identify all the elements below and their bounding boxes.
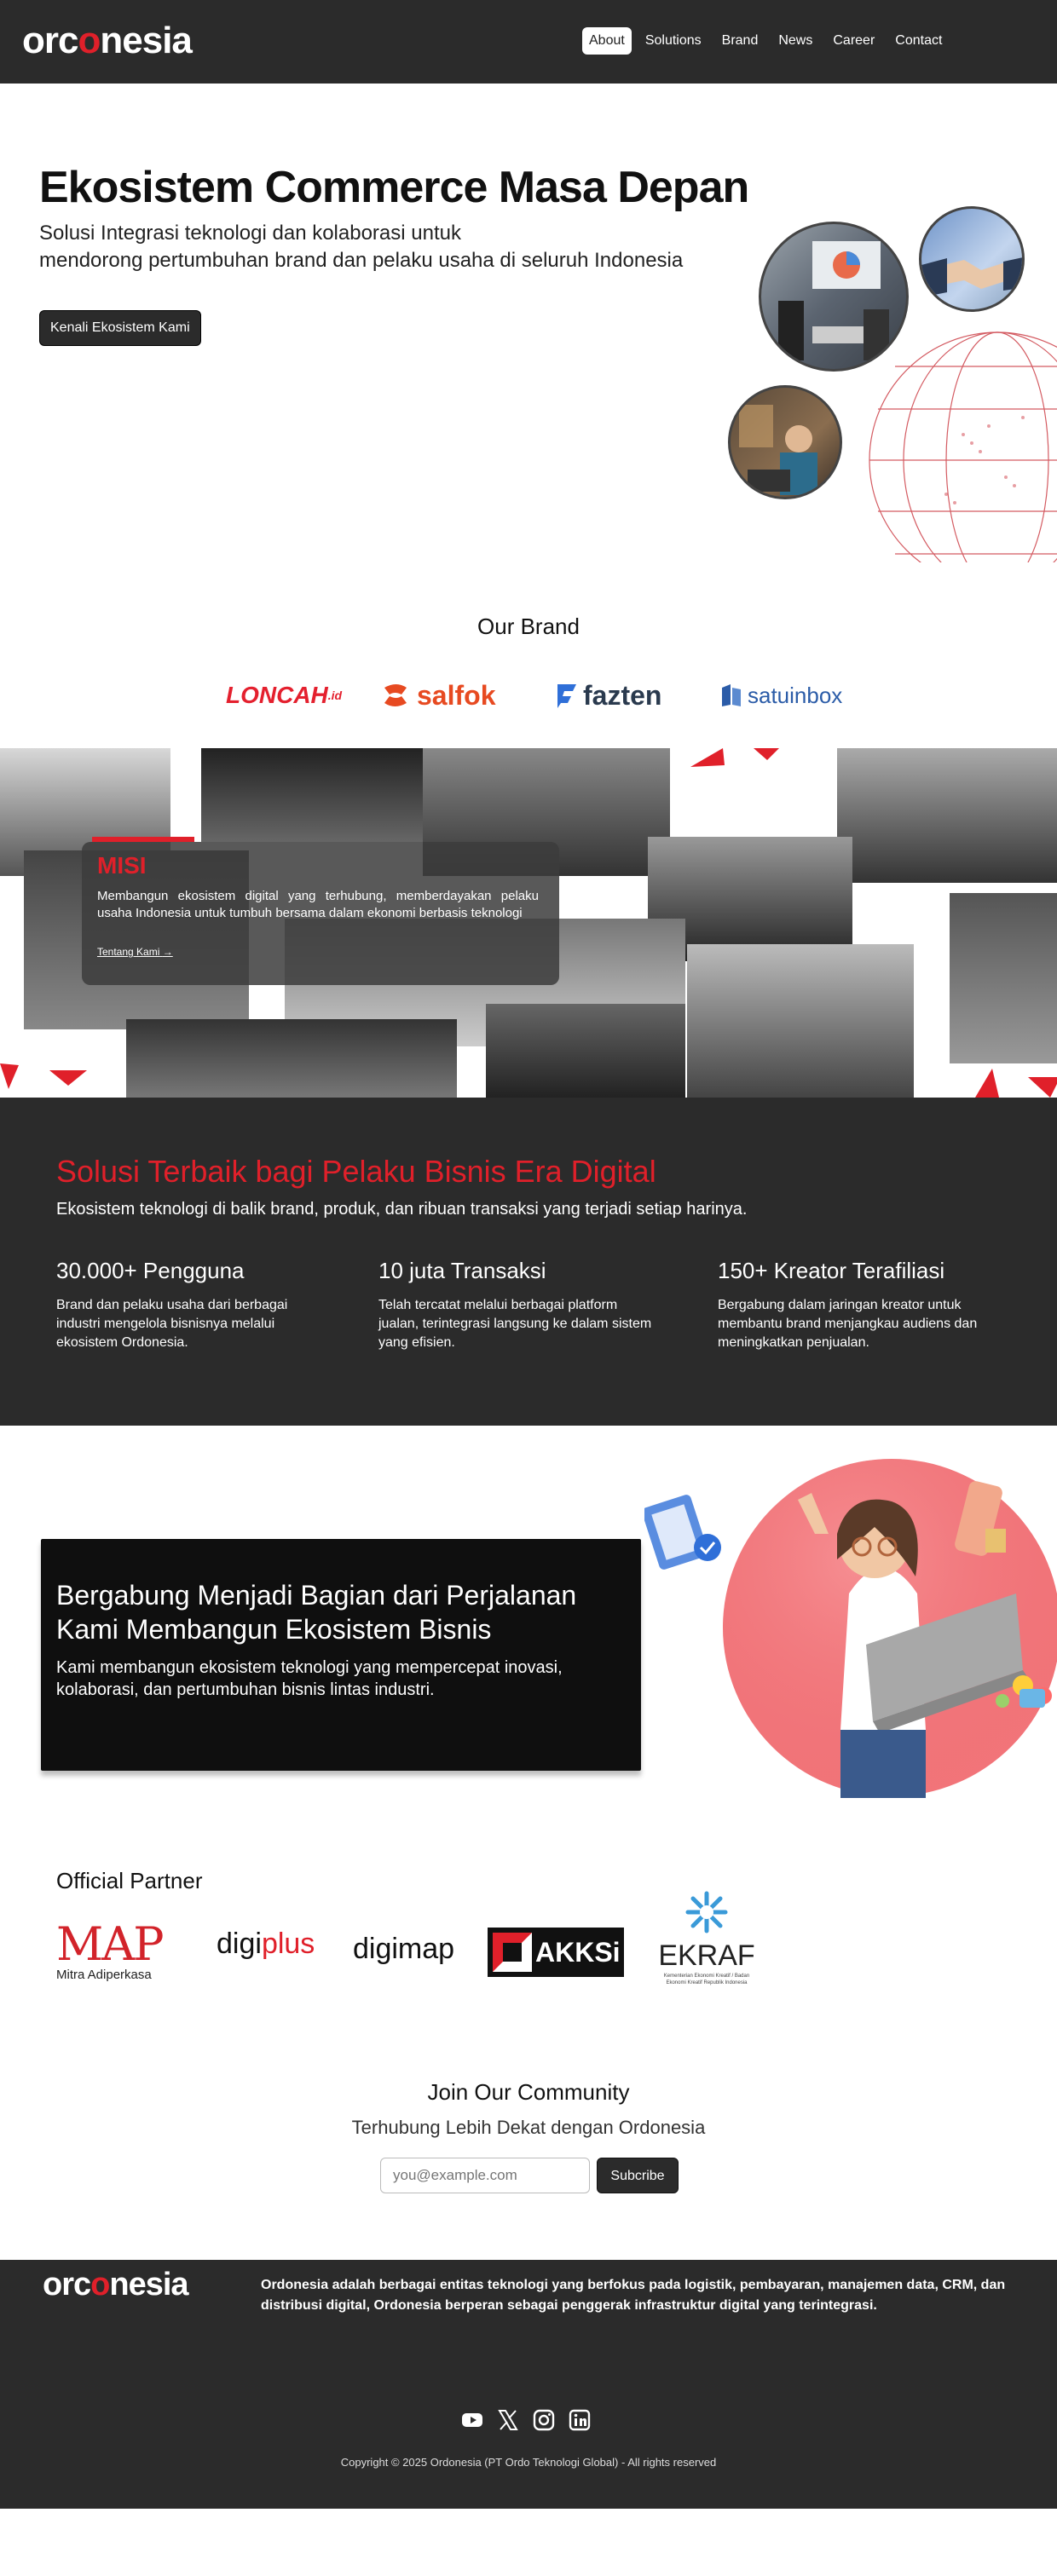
- nav-career[interactable]: Career: [833, 33, 875, 48]
- stat-transactions-value: 10 juta Transaksi: [378, 1258, 546, 1283]
- hero-subtitle-line-1: Solusi Integrasi teknologi dan kolaborasi untuk: [39, 222, 461, 245]
- community-title: Join Our Community: [427, 2079, 630, 2105]
- stats-subtitle: Ekosistem teknologi di balik brand, produk, dan ribuan transaksi yang terjadi setiap harinya.: [56, 1200, 748, 1219]
- ekraf-logo-icon: [683, 1888, 731, 1936]
- stats-title: Solusi Terbaik bagi Pelaku Bisnis Era Digital: [56, 1154, 656, 1189]
- youtube-icon[interactable]: [460, 2408, 484, 2432]
- stat-transactions: [378, 1258, 660, 1352]
- partner-ekraf[interactable]: [656, 1888, 757, 1991]
- stat-transactions-desc: Telah tercatat melalui berbagai platform jualan, terintegrasi langsung ke dalam sistem yang efisien.: [378, 1298, 652, 1350]
- brand-loncah-suffix: .id: [327, 689, 343, 702]
- partner-digiplus-accent: plus: [261, 1928, 315, 1960]
- team-photo-collage: [0, 748, 1057, 1098]
- satuinbox-logo-icon: [720, 683, 742, 708]
- partner-map-subtitle: Mitra Adiperkasa: [56, 1967, 152, 1982]
- stat-creators: [718, 1258, 999, 1352]
- subscribe-button[interactable]: Subcribe: [597, 2158, 679, 2193]
- stat-users: [56, 1258, 338, 1352]
- copyright: Copyright © 2025 Ordonesia (PT Ordo Teknologi Global) - All rights reserved: [340, 2456, 717, 2469]
- meeting-photo: [759, 222, 909, 372]
- worker-icon: [731, 388, 842, 499]
- nav-news[interactable]: News: [778, 33, 813, 48]
- brand-fazten-label: fazten: [583, 679, 662, 711]
- footer-logo-accent: o: [90, 2267, 110, 2302]
- partner-akksi-label: AKKSi: [535, 1936, 621, 1968]
- brand-loncah-label: LONCAH: [226, 682, 328, 708]
- email-input[interactable]: [380, 2158, 590, 2193]
- hero-title: Ekosistem Commerce Masa Depan: [39, 163, 749, 212]
- social-links: [460, 2408, 592, 2432]
- akksi-logo-icon: [493, 1933, 532, 1972]
- footer-logo[interactable]: [43, 2267, 188, 2303]
- brand-fazten[interactable]: [554, 675, 661, 716]
- stats-section: [0, 1098, 1057, 1426]
- mission-title: MISI: [97, 852, 147, 879]
- linkedin-icon[interactable]: [568, 2408, 592, 2432]
- salfok-logo-icon: [379, 679, 412, 712]
- explore-ecosystem-button[interactable]: Kenali Ekosistem Kami: [39, 310, 201, 346]
- hero-subtitle-line-2: mendorong pertumbuhan brand dan pelaku usaha di seluruh Indonesia: [39, 249, 684, 272]
- join-card: [41, 1539, 641, 1771]
- nav-menu: [582, 27, 949, 55]
- about-us-link[interactable]: [97, 946, 173, 958]
- mission-text: Membangun ekosistem digital yang terhubung, memberdayakan pelaku usaha Indonesia untuk tumbuh bersama dalam ekonomi berbasis teknologi: [97, 889, 539, 920]
- handshake-photo: [919, 206, 1025, 312]
- hero-illustration: [716, 196, 1057, 562]
- partner-map-logo: MAP: [56, 1916, 163, 1971]
- footer-logo-start: orc: [43, 2267, 91, 2302]
- brand-satuinbox-label: satuinbox: [748, 682, 843, 708]
- footer-description: Ordonesia adalah berbagai entitas teknologi yang berfokus pada logistik, pembayaran, manajemen data, CRM, dan distribusi digital, Ordonesia berperan sebagai penggerak infrastruktur digital yang terintegrasi.: [261, 2278, 1006, 2313]
- stat-users-value: 30.000+ Pengguna: [56, 1258, 245, 1283]
- logo[interactable]: [22, 19, 192, 63]
- stat-creators-value: 150+ Kreator Terafiliasi: [718, 1258, 945, 1283]
- join-subtitle: Kami membangun ekosistem teknologi yang mempercepat inovasi, kolaborasi, dan pertumbuhan bisnis lintas industri.: [56, 1658, 563, 1699]
- partner-digimap[interactable]: digimap: [353, 1933, 455, 1965]
- partner-akksi[interactable]: [488, 1928, 624, 1977]
- hero-subtitle: [39, 220, 772, 274]
- join-illustration: [644, 1449, 1057, 1798]
- footer-logo-end: nesia: [109, 2267, 188, 2302]
- arrow-right-icon: →: [162, 946, 173, 958]
- nav-contact[interactable]: Contact: [895, 33, 943, 48]
- stat-creators-desc: Bergabung dalam jaringan kreator untuk membantu brand menjangkau audiens dan meningkatkan penjualan.: [718, 1298, 978, 1350]
- nav-solutions[interactable]: Solutions: [644, 33, 702, 48]
- brand-section-title: Our Brand: [477, 614, 580, 639]
- join-title: Bergabung Menjadi Bagian dari Perjalanan Kami Membangun Ekosistem Bisnis: [56, 1580, 577, 1645]
- partner-ekraf-subtitle: Kementerian Ekonomi Kreatif / Badan Ekonomi Kreatif Republik Indonesia: [663, 1973, 750, 1985]
- brand-salfok[interactable]: [379, 675, 495, 716]
- mission-accent-bar: [92, 837, 194, 842]
- nav-about[interactable]: About: [582, 27, 632, 55]
- community-subtitle: Terhubung Lebih Dekat dengan Ordonesia: [351, 2117, 706, 2138]
- instagram-icon[interactable]: [532, 2408, 556, 2432]
- about-us-link-label: Tentang Kami: [97, 946, 160, 958]
- partner-digiplus-text: digi: [217, 1928, 262, 1960]
- partner-section-title: Official Partner: [56, 1868, 203, 1893]
- brand-satuinbox[interactable]: [720, 675, 842, 716]
- brand-loncah[interactable]: [226, 675, 342, 716]
- partner-ekraf-label: EKRAF: [658, 1939, 755, 1972]
- top-nav: [0, 0, 1057, 84]
- stat-users-desc: Brand dan pelaku usaha dari berbagai industri mengelola bisnisnya melalui ekosistem Ordonesia.: [56, 1298, 288, 1350]
- partner-map[interactable]: [56, 1917, 176, 1985]
- presentation-icon: [761, 224, 909, 372]
- logo-text-accent: o: [78, 20, 101, 61]
- partner-digiplus[interactable]: [217, 1928, 315, 1961]
- nav-brand[interactable]: Brand: [721, 33, 759, 48]
- x-icon[interactable]: [496, 2408, 520, 2432]
- logo-text-end: nesia: [100, 20, 192, 61]
- brand-salfok-label: salfok: [417, 679, 496, 711]
- brand-logos: [226, 675, 857, 716]
- office-photo: [728, 385, 842, 499]
- logo-text-start: orc: [22, 20, 78, 61]
- fazten-logo-icon: [554, 681, 580, 710]
- woman-with-laptop-illustration: [644, 1449, 1057, 1798]
